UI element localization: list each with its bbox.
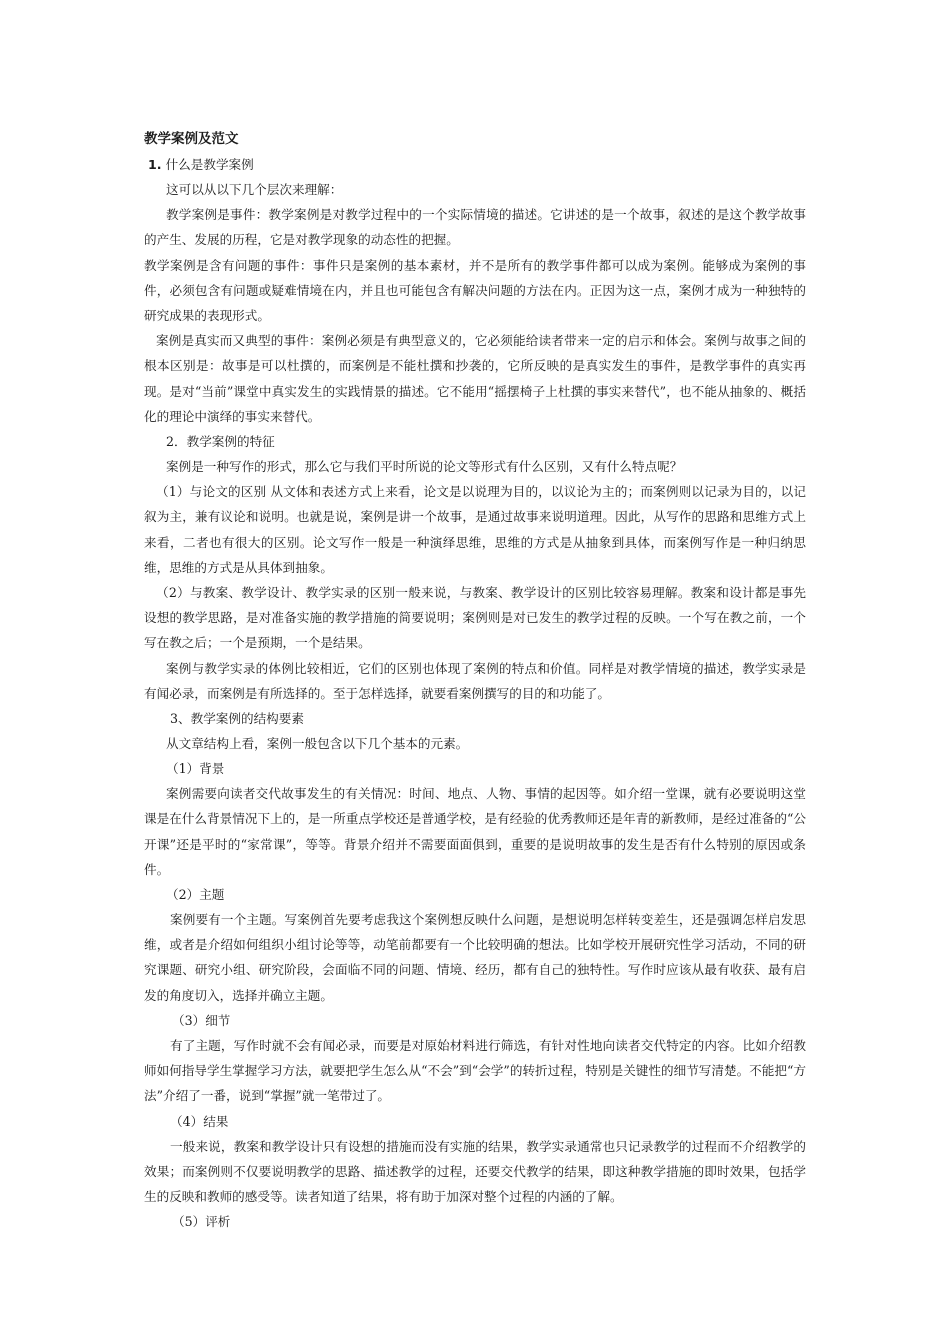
section-3-1-heading: （1）背景 [166, 761, 225, 777]
section-3-5-heading: （5）评析 [172, 1214, 231, 1230]
section-3-4-paragraph: 一般来说，教案和教学设计只有设想的措施而没有实施的结果，教学实录通常也只记录教学的过程而不介绍教学的效果；而案例则不仅要说明教学的思路、描述教学的过程，还要交代教学的结果，即这种教学措施的即时效果，包括学生的反映和教师的感受等。读者知道了结果，将有助于加深对整个过程的内涵的了解。 [144, 1138, 806, 1204]
section-3-3-paragraph: 有了主题，写作时就不会有闻必录，而要是对原始材料进行筛选，有针对性地向读者交代特定的内容。比如介绍教师如何指导学生掌握学习方法，就要把学生怎么从“不会”到“会学”的转折过程，特别是关键性的细节写清楚。不能把“方法”介绍了一番，说到“掌握”就一笔带过了。 [144, 1037, 806, 1104]
document-title: 教学案例及范文 [144, 131, 239, 147]
section-2-paragraph-3: 案例与教学实录的体例比较相近，它们的区别也体现了案例的特点和价值。同样是对教学情境的描述，教学实录是有闻必录，而案例是有所选择的。至于怎样选择，就要看案例撰写的目的和功能了。 [144, 660, 806, 701]
section-1-title: 什么是教学案例 [165, 157, 254, 172]
section-1-paragraph-1: 教学案例是事件：教学案例是对教学过程中的一个实际情境的描述。它讲述的是一个故事，叙述的是这个教学故事的产生、发展的历程，它是对教学现象的动态性的把握。 [144, 207, 806, 248]
section-3-1-paragraph: 案例需要向读者交代故事发生的有关情况：时间、地点、人物、事情的起因等。如介绍一堂课，就有必要说明这堂课是在什么背景情况下上的，是一所重点学校还是普通学校，是有经验的优秀教师还是年青的新教师，是经过准备的“公开课”还是平时的“家常课”，等等。背景介绍并不需要面面俱到，重要的是说明故事的发生是否有什么特别的原因或条件。 [144, 786, 806, 877]
section-2-paragraph-2: （2）与教案、教学设计、教学实录的区别一般来说，与教案、教学设计的区别比较容易理解。教案和设计都是事先设想的教学思路，是对准备实施的教学措施的简要说明；案例则是对已发生的教学过程的反映。一个写在教之前，一个写在教之后；一个是预期，一个是结果。 [144, 585, 806, 651]
document-page [144, 128, 806, 1234]
section-3-intro: 从文章结构上看，案例一般包含以下几个基本的元素。 [166, 736, 469, 752]
section-1-heading [144, 152, 806, 177]
section-2-heading: 2．教学案例的特征 [166, 434, 275, 450]
section-3-4-heading: （4）结果 [170, 1113, 229, 1129]
section-1-paragraph-2: 教学案例是含有问题的事件：事件只是案例的基本素材，并不是所有的教学事件都可以成为案例。能够成为案例的事件，必须包含有问题或疑难情境在内，并且也可能包含有解决问题的方法在内。正因为这一点，案例才成为一种独特的研究成果的表现形式。 [144, 257, 806, 324]
section-3-heading: 3、教学案例的结构要素 [170, 711, 304, 727]
section-3-2-heading: （2）主题 [166, 887, 225, 903]
section-2-intro: 案例是一种写作的形式，那么它与我们平时所说的论文等形式有什么区别，又有什么特点呢？ [166, 459, 683, 475]
section-3-2-paragraph: 案例要有一个主题。写案例首先要考虑我这个案例想反映什么问题，是想说明怎样转变差生，还是强调怎样启发思维，或者是介绍如何组织小组讨论等等，动笔前都要有一个比较明确的想法。比如学校开展研究性学习活动，不同的研究课题、研究小组、研究阶段，会面临不同的问题、情境、经历，都有自己的独特性。写作时应该从最有收获、最有启发的角度切入，选择并确立主题。 [144, 912, 806, 1003]
section-1-intro: 这可以从以下几个层次来理解： [166, 182, 343, 197]
section-1-paragraph-3: 案例是真实而又典型的事件：案例必须是有典型意义的，它必须能给读者带来一定的启示和体会。案例与故事之间的根本区别是：故事是可以杜撰的，而案例是不能杜撰和抄袭的，它所反映的是真实发生的事件，是教学事件的真实再现。是对“当前”课堂中真实发生的实践情景的描述。它不能用“摇摆椅子上杜撰的事实来替代”，也不能从抽象的、概括化的理论中演绎的事实来替代。 [144, 333, 806, 424]
section-1-number: 1. [148, 157, 162, 172]
section-3-3-heading: （3）细节 [172, 1012, 231, 1028]
section-2-paragraph-1: （1）与论文的区别 从文体和表述方式上来看，论文是以说理为目的，以议论为主的；而案例则以记录为目的，以记叙为主，兼有议论和说明。也就是说，案例是讲一个故事，是通过故事来说明道理。因此，从写作的思路和思维方式上来看，二者也有很大的区别。论文写作一般是一种演绎思维，思维的方式是从抽象到具体，而案例写作是一种归纳思维，思维的方式是从具体到抽象。 [144, 484, 806, 575]
